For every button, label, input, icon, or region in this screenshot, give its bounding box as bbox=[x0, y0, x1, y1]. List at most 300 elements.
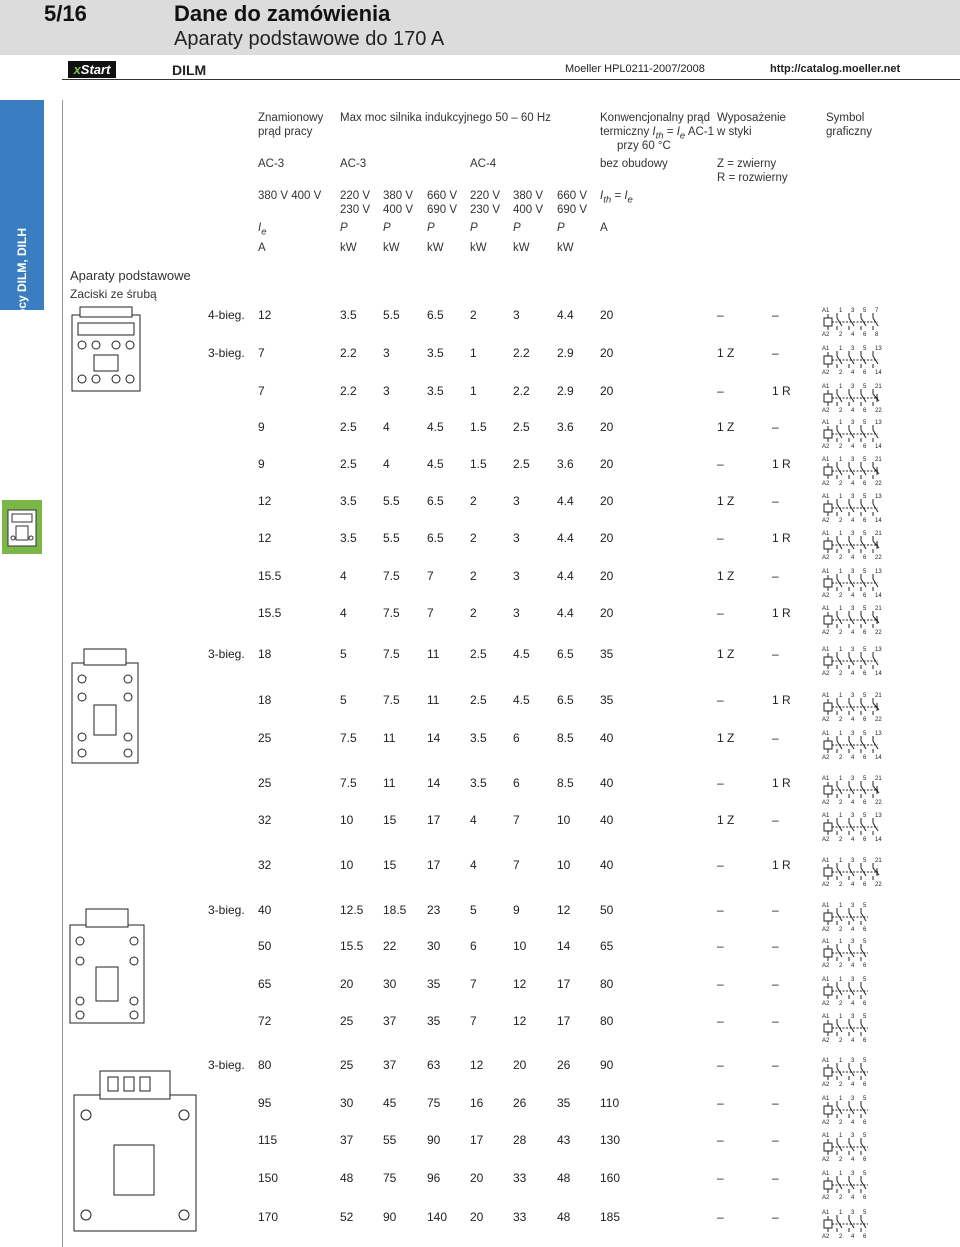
row-power-2: 7 bbox=[427, 569, 434, 583]
col-ie-symbol: $I_e$ bbox=[258, 222, 267, 238]
row-power-3: 17 bbox=[470, 1133, 484, 1147]
svg-text:A1: A1 bbox=[822, 731, 830, 737]
contact-symbol-2 bbox=[822, 381, 894, 415]
svg-text:A1: A1 bbox=[822, 457, 830, 463]
svg-text:1: 1 bbox=[839, 903, 843, 909]
svg-text:21: 21 bbox=[875, 776, 882, 782]
col-max-power: Max moc silnika indukcyjnego 50 – 60 Hz bbox=[340, 112, 551, 124]
row-power-4: 4.5 bbox=[513, 647, 530, 661]
row-contact-z: – bbox=[717, 1058, 724, 1072]
row-power-4: 3 bbox=[513, 494, 520, 508]
row-power-2: 35 bbox=[427, 977, 441, 991]
row-thermal-current: 40 bbox=[600, 858, 614, 872]
row-power-1: 15 bbox=[383, 858, 397, 872]
svg-text:1: 1 bbox=[839, 1210, 843, 1216]
voltage-header-4-top: 380 V bbox=[513, 190, 544, 202]
voltage-header-0-top: 220 V bbox=[340, 190, 371, 202]
row-rated-current: 25 bbox=[258, 731, 272, 745]
svg-text:A2: A2 bbox=[822, 1001, 830, 1007]
svg-text:3: 3 bbox=[851, 569, 855, 575]
svg-text:A2: A2 bbox=[822, 1120, 830, 1126]
col-ac3-b: AC-3 bbox=[340, 158, 367, 170]
row-power-5: 8.5 bbox=[557, 731, 574, 745]
svg-text:5: 5 bbox=[863, 494, 867, 500]
voltage-header-2-top: 660 V bbox=[427, 190, 458, 202]
row-power-4: 7 bbox=[513, 813, 520, 827]
svg-text:14: 14 bbox=[875, 837, 882, 843]
svg-text:2: 2 bbox=[839, 927, 843, 933]
row-contact-r: – bbox=[772, 977, 779, 991]
sidebar-tab[interactable] bbox=[0, 100, 44, 383]
row-power-2: 7 bbox=[427, 606, 434, 620]
row-power-1: 5.5 bbox=[383, 494, 400, 508]
voltage-header-3-bottom: 230 V bbox=[470, 204, 501, 216]
row-contact-z: – bbox=[717, 939, 724, 953]
voltage-header-5-top: 660 V bbox=[557, 190, 588, 202]
row-power-3: 2 bbox=[470, 606, 477, 620]
header-bar bbox=[0, 0, 960, 55]
svg-text:3: 3 bbox=[851, 858, 855, 864]
col-bez-obudowy: bez obudowy bbox=[600, 158, 668, 170]
row-rated-current: 32 bbox=[258, 813, 272, 827]
svg-text:A1: A1 bbox=[822, 1171, 830, 1177]
svg-text:6: 6 bbox=[863, 332, 867, 338]
power-symbol-5: P bbox=[557, 222, 565, 234]
col-ac3-a: AC-3 bbox=[258, 158, 285, 170]
svg-text:3: 3 bbox=[851, 1014, 855, 1020]
svg-text:2: 2 bbox=[839, 370, 843, 376]
row-rated-current: 12 bbox=[258, 308, 272, 322]
svg-text:3: 3 bbox=[851, 384, 855, 390]
kw-unit-5: kW bbox=[557, 242, 574, 254]
row-contact-r: 1 R bbox=[772, 531, 791, 545]
row-power-5: 17 bbox=[557, 977, 571, 991]
row-power-5: 14 bbox=[557, 939, 571, 953]
svg-text:5: 5 bbox=[863, 1210, 867, 1216]
row-power-4: 6 bbox=[513, 731, 520, 745]
svg-text:A2: A2 bbox=[822, 481, 830, 487]
svg-text:2: 2 bbox=[839, 1234, 843, 1240]
svg-text:A1: A1 bbox=[822, 1096, 830, 1102]
row-power-2: 11 bbox=[427, 693, 440, 707]
contactor-xl-illustration bbox=[70, 1065, 200, 1235]
col-volt-main: 380 V 400 V bbox=[258, 190, 322, 202]
row-power-4: 4.5 bbox=[513, 693, 530, 707]
svg-text:4: 4 bbox=[851, 882, 855, 888]
svg-text:5: 5 bbox=[863, 977, 867, 983]
row-contact-r: 1 R bbox=[772, 384, 791, 398]
row-rated-current: 25 bbox=[258, 776, 272, 790]
row-thermal-current: 65 bbox=[600, 939, 614, 953]
svg-text:6: 6 bbox=[863, 630, 867, 636]
row-contact-z: – bbox=[717, 858, 724, 872]
row-power-3: 2 bbox=[470, 494, 477, 508]
svg-text:A2: A2 bbox=[822, 408, 830, 414]
svg-text:4: 4 bbox=[851, 671, 855, 677]
row-rated-current: 170 bbox=[258, 1210, 279, 1224]
svg-text:4: 4 bbox=[851, 408, 855, 414]
row-power-2: 4.5 bbox=[427, 457, 444, 471]
svg-text:1: 1 bbox=[839, 420, 843, 426]
row-rated-current: 15.5 bbox=[258, 606, 282, 620]
svg-text:22: 22 bbox=[875, 800, 882, 806]
svg-text:1: 1 bbox=[839, 939, 843, 945]
contact-symbol-19 bbox=[822, 1055, 894, 1089]
svg-text:A2: A2 bbox=[822, 927, 830, 933]
row-power-1: 37 bbox=[383, 1014, 397, 1028]
svg-text:13: 13 bbox=[875, 346, 882, 352]
col-thermal-l3: przy 60 °C bbox=[617, 140, 671, 152]
svg-text:A1: A1 bbox=[822, 494, 830, 500]
svg-text:2: 2 bbox=[839, 408, 843, 414]
row-contact-r: 1 R bbox=[772, 693, 791, 707]
voltage-header-2-bottom: 690 V bbox=[427, 204, 458, 216]
svg-text:1: 1 bbox=[839, 1171, 843, 1177]
row-thermal-current: 80 bbox=[600, 977, 614, 991]
svg-text:6: 6 bbox=[863, 1234, 867, 1240]
row-contact-z: 1 Z bbox=[717, 494, 735, 508]
svg-text:2: 2 bbox=[839, 882, 843, 888]
voltage-header-4-bottom: 400 V bbox=[513, 204, 544, 216]
catalog-url[interactable]: http://catalog.moeller.net bbox=[770, 63, 901, 75]
svg-text:4: 4 bbox=[851, 1234, 855, 1240]
svg-text:13: 13 bbox=[875, 569, 882, 575]
product-name: DILM bbox=[172, 62, 207, 78]
voltage-header-1-top: 380 V bbox=[383, 190, 414, 202]
svg-text:A1: A1 bbox=[822, 308, 830, 314]
row-power-0: 15.5 bbox=[340, 939, 364, 953]
svg-text:4: 4 bbox=[851, 837, 855, 843]
svg-text:1: 1 bbox=[839, 858, 843, 864]
svg-text:2: 2 bbox=[839, 963, 843, 969]
row-contact-z: – bbox=[717, 457, 724, 471]
row-contact-r: – bbox=[772, 1096, 779, 1110]
row-rated-current: 9 bbox=[258, 457, 265, 471]
kw-unit-2: kW bbox=[427, 242, 444, 254]
logo-text: Start bbox=[80, 62, 111, 77]
svg-text:22: 22 bbox=[875, 408, 882, 414]
svg-text:21: 21 bbox=[875, 606, 882, 612]
svg-text:4: 4 bbox=[851, 963, 855, 969]
svg-text:3: 3 bbox=[851, 420, 855, 426]
svg-text:3: 3 bbox=[851, 531, 855, 537]
svg-text:6: 6 bbox=[863, 444, 867, 450]
svg-text:1: 1 bbox=[839, 384, 843, 390]
row-power-4: 6 bbox=[513, 776, 520, 790]
row-power-1: 4 bbox=[383, 420, 390, 434]
row-power-2: 96 bbox=[427, 1171, 441, 1185]
row-contact-z: – bbox=[717, 776, 724, 790]
row-power-3: 2 bbox=[470, 308, 477, 322]
row-contact-r: 1 R bbox=[772, 606, 791, 620]
svg-text:6: 6 bbox=[863, 481, 867, 487]
svg-text:21: 21 bbox=[875, 457, 882, 463]
row-power-4: 2.2 bbox=[513, 346, 530, 360]
row-rated-current: 72 bbox=[258, 1014, 272, 1028]
svg-text:14: 14 bbox=[875, 755, 882, 761]
row-power-0: 3.5 bbox=[340, 531, 357, 545]
row-thermal-current: 20 bbox=[600, 346, 614, 360]
row-contact-r: – bbox=[772, 1171, 779, 1185]
svg-text:3: 3 bbox=[851, 1058, 855, 1064]
row-thermal-current: 20 bbox=[600, 457, 614, 471]
svg-text:A1: A1 bbox=[822, 346, 830, 352]
svg-text:6: 6 bbox=[863, 927, 867, 933]
row-contact-r: – bbox=[772, 346, 779, 360]
row-rated-current: 7 bbox=[258, 346, 265, 360]
row-power-4: 3 bbox=[513, 531, 520, 545]
svg-text:14: 14 bbox=[875, 593, 882, 599]
col-symbol-l2: graficzny bbox=[826, 126, 873, 138]
row-thermal-current: 35 bbox=[600, 693, 614, 707]
row-power-1: 11 bbox=[383, 731, 396, 745]
svg-text:A1: A1 bbox=[822, 647, 830, 653]
row-contact-z: – bbox=[717, 977, 724, 991]
svg-text:A1: A1 bbox=[822, 813, 830, 819]
svg-text:A2: A2 bbox=[822, 755, 830, 761]
row-category: 4-bieg. bbox=[208, 308, 245, 322]
svg-text:6: 6 bbox=[863, 837, 867, 843]
svg-text:A1: A1 bbox=[822, 693, 830, 699]
kw-unit-3: kW bbox=[470, 242, 487, 254]
contact-symbol-1 bbox=[822, 343, 894, 377]
svg-text:A1: A1 bbox=[822, 1210, 830, 1216]
contact-symbol-4 bbox=[822, 454, 894, 488]
row-power-3: 5 bbox=[470, 903, 477, 917]
svg-text:14: 14 bbox=[875, 370, 882, 376]
svg-text:A2: A2 bbox=[822, 630, 830, 636]
svg-text:A2: A2 bbox=[822, 882, 830, 888]
svg-text:4: 4 bbox=[851, 630, 855, 636]
svg-text:3: 3 bbox=[851, 494, 855, 500]
row-contact-r: – bbox=[772, 813, 779, 827]
catalog-reference: Moeller HPL0211-2007/2008 bbox=[565, 63, 705, 75]
svg-text:4: 4 bbox=[851, 717, 855, 723]
row-power-2: 90 bbox=[427, 1133, 441, 1147]
row-power-1: 75 bbox=[383, 1171, 397, 1185]
svg-text:A1: A1 bbox=[822, 939, 830, 945]
row-power-3: 16 bbox=[470, 1096, 484, 1110]
row-rated-current: 32 bbox=[258, 858, 272, 872]
svg-text:22: 22 bbox=[875, 555, 882, 561]
row-power-1: 5.5 bbox=[383, 531, 400, 545]
svg-text:6: 6 bbox=[863, 1082, 867, 1088]
svg-text:A2: A2 bbox=[822, 800, 830, 806]
row-power-5: 35 bbox=[557, 1096, 571, 1110]
row-rated-current: 9 bbox=[258, 420, 265, 434]
row-power-2: 4.5 bbox=[427, 420, 444, 434]
svg-text:5: 5 bbox=[863, 813, 867, 819]
row-contact-z: – bbox=[717, 1096, 724, 1110]
row-contact-r: – bbox=[772, 1133, 779, 1147]
xstart-logo bbox=[68, 61, 116, 78]
svg-text:4: 4 bbox=[851, 370, 855, 376]
svg-text:2: 2 bbox=[839, 1001, 843, 1007]
svg-text:14: 14 bbox=[875, 671, 882, 677]
row-contact-r: – bbox=[772, 494, 779, 508]
row-power-2: 75 bbox=[427, 1096, 441, 1110]
row-contact-r: – bbox=[772, 569, 779, 583]
row-power-4: 3 bbox=[513, 569, 520, 583]
svg-text:4: 4 bbox=[851, 1082, 855, 1088]
row-power-4: 2.5 bbox=[513, 420, 530, 434]
col-thermal-l2: termiczny $I_{th} = I_e$ AC-1 bbox=[600, 126, 715, 142]
svg-text:6: 6 bbox=[863, 1195, 867, 1201]
contactor-medium-illustration bbox=[70, 645, 140, 765]
row-power-5: 26 bbox=[557, 1058, 571, 1072]
power-symbol-2: P bbox=[427, 222, 435, 234]
section-title: Aparaty podstawowe bbox=[70, 268, 191, 283]
row-power-0: 48 bbox=[340, 1171, 354, 1185]
logo-prefix: x bbox=[73, 62, 81, 77]
row-power-5: 2.9 bbox=[557, 384, 574, 398]
svg-text:13: 13 bbox=[875, 813, 882, 819]
header-divider bbox=[0, 55, 960, 57]
svg-text:A1: A1 bbox=[822, 531, 830, 537]
row-thermal-current: 20 bbox=[600, 494, 614, 508]
row-power-1: 45 bbox=[383, 1096, 397, 1110]
row-contact-r: – bbox=[772, 1058, 779, 1072]
row-power-4: 9 bbox=[513, 903, 520, 917]
legend-r: R = rozwierny bbox=[717, 172, 788, 184]
svg-text:2: 2 bbox=[839, 1195, 843, 1201]
svg-text:3: 3 bbox=[851, 1171, 855, 1177]
row-power-3: 2.5 bbox=[470, 647, 487, 661]
col-current-l2: prąd pracy bbox=[258, 126, 313, 138]
row-power-2: 23 bbox=[427, 903, 441, 917]
row-power-5: 6.5 bbox=[557, 647, 574, 661]
svg-text:14: 14 bbox=[875, 518, 882, 524]
row-thermal-current: 40 bbox=[600, 813, 614, 827]
svg-text:4: 4 bbox=[851, 481, 855, 487]
row-power-4: 7 bbox=[513, 858, 520, 872]
row-contact-z: – bbox=[717, 1014, 724, 1028]
row-thermal-current: 20 bbox=[600, 308, 614, 322]
row-contact-z: 1 Z bbox=[717, 346, 735, 360]
row-power-0: 20 bbox=[340, 977, 354, 991]
svg-text:A2: A2 bbox=[822, 671, 830, 677]
row-contact-r: – bbox=[772, 1014, 779, 1028]
row-rated-current: 50 bbox=[258, 939, 272, 953]
row-contact-r: – bbox=[772, 939, 779, 953]
row-power-2: 6.5 bbox=[427, 494, 444, 508]
row-rated-current: 15.5 bbox=[258, 569, 282, 583]
row-power-3: 2 bbox=[470, 531, 477, 545]
contact-symbol-7 bbox=[822, 566, 894, 600]
svg-text:2: 2 bbox=[839, 1120, 843, 1126]
voltage-header-3-top: 220 V bbox=[470, 190, 501, 202]
row-thermal-current: 90 bbox=[600, 1058, 614, 1072]
row-power-5: 2.9 bbox=[557, 346, 574, 360]
row-thermal-current: 110 bbox=[600, 1096, 620, 1110]
row-power-4: 33 bbox=[513, 1171, 527, 1185]
svg-text:6: 6 bbox=[863, 370, 867, 376]
svg-text:A1: A1 bbox=[822, 977, 830, 983]
svg-text:2: 2 bbox=[839, 481, 843, 487]
svg-text:2: 2 bbox=[839, 332, 843, 338]
row-power-0: 10 bbox=[340, 858, 354, 872]
svg-text:21: 21 bbox=[875, 384, 882, 390]
svg-text:4: 4 bbox=[851, 800, 855, 806]
contactor-large-illustration bbox=[68, 905, 146, 1025]
row-power-2: 140 bbox=[427, 1210, 448, 1224]
svg-text:6: 6 bbox=[863, 518, 867, 524]
row-thermal-current: 130 bbox=[600, 1133, 621, 1147]
voltage-header-5-bottom: 690 V bbox=[557, 204, 588, 216]
row-power-2: 3.5 bbox=[427, 346, 444, 360]
row-power-0: 52 bbox=[340, 1210, 354, 1224]
svg-text:5: 5 bbox=[863, 606, 867, 612]
row-contact-z: – bbox=[717, 1133, 724, 1147]
row-thermal-current: 160 bbox=[600, 1171, 621, 1185]
row-power-1: 3 bbox=[383, 384, 390, 398]
col-ac4: AC-4 bbox=[470, 158, 497, 170]
svg-text:3: 3 bbox=[851, 1096, 855, 1102]
svg-text:4: 4 bbox=[851, 332, 855, 338]
svg-text:A1: A1 bbox=[822, 606, 830, 612]
svg-text:13: 13 bbox=[875, 420, 882, 426]
row-contact-z: – bbox=[717, 693, 724, 707]
row-power-0: 4 bbox=[340, 606, 347, 620]
svg-text:3: 3 bbox=[851, 776, 855, 782]
row-category: 3-bieg. bbox=[208, 346, 245, 360]
svg-text:1: 1 bbox=[839, 813, 843, 819]
svg-text:1: 1 bbox=[839, 531, 843, 537]
svg-text:A1: A1 bbox=[822, 569, 830, 575]
svg-text:A2: A2 bbox=[822, 1157, 830, 1163]
svg-text:2: 2 bbox=[839, 755, 843, 761]
thermal-l2-text: termiczny bbox=[600, 126, 650, 138]
svg-text:5: 5 bbox=[863, 1096, 867, 1102]
row-thermal-current: 50 bbox=[600, 903, 614, 917]
svg-text:4: 4 bbox=[851, 518, 855, 524]
row-power-3: 1.5 bbox=[470, 457, 487, 471]
row-contact-r: – bbox=[772, 420, 779, 434]
svg-text:3: 3 bbox=[851, 939, 855, 945]
svg-text:1: 1 bbox=[839, 606, 843, 612]
row-power-0: 5 bbox=[340, 693, 347, 707]
row-power-2: 6.5 bbox=[427, 308, 444, 322]
legend-z: Z = zwierny bbox=[717, 158, 777, 170]
row-power-3: 1.5 bbox=[470, 420, 487, 434]
row-power-3: 3.5 bbox=[470, 731, 487, 745]
row-power-4: 20 bbox=[513, 1058, 527, 1072]
row-thermal-current: 20 bbox=[600, 420, 614, 434]
svg-text:21: 21 bbox=[875, 858, 882, 864]
row-power-3: 3.5 bbox=[470, 776, 487, 790]
row-power-3: 2 bbox=[470, 569, 477, 583]
row-power-5: 4.4 bbox=[557, 606, 574, 620]
contact-symbol-5 bbox=[822, 491, 894, 525]
row-power-1: 30 bbox=[383, 977, 397, 991]
page-title: Dane do zamówienia bbox=[174, 1, 391, 26]
svg-text:2: 2 bbox=[839, 444, 843, 450]
kw-unit-4: kW bbox=[513, 242, 530, 254]
row-contact-r: – bbox=[772, 1210, 779, 1224]
col-unit-a: A bbox=[258, 242, 266, 254]
row-power-2: 14 bbox=[427, 731, 441, 745]
svg-text:5: 5 bbox=[863, 693, 867, 699]
row-thermal-current: 20 bbox=[600, 569, 614, 583]
row-rated-current: 80 bbox=[258, 1058, 272, 1072]
svg-text:1: 1 bbox=[839, 647, 843, 653]
row-rated-current: 65 bbox=[258, 977, 272, 991]
row-contact-r: – bbox=[772, 903, 779, 917]
svg-text:3: 3 bbox=[851, 813, 855, 819]
row-power-0: 30 bbox=[340, 1096, 354, 1110]
row-contact-z: 1 Z bbox=[717, 731, 735, 745]
row-power-3: 1 bbox=[470, 384, 477, 398]
